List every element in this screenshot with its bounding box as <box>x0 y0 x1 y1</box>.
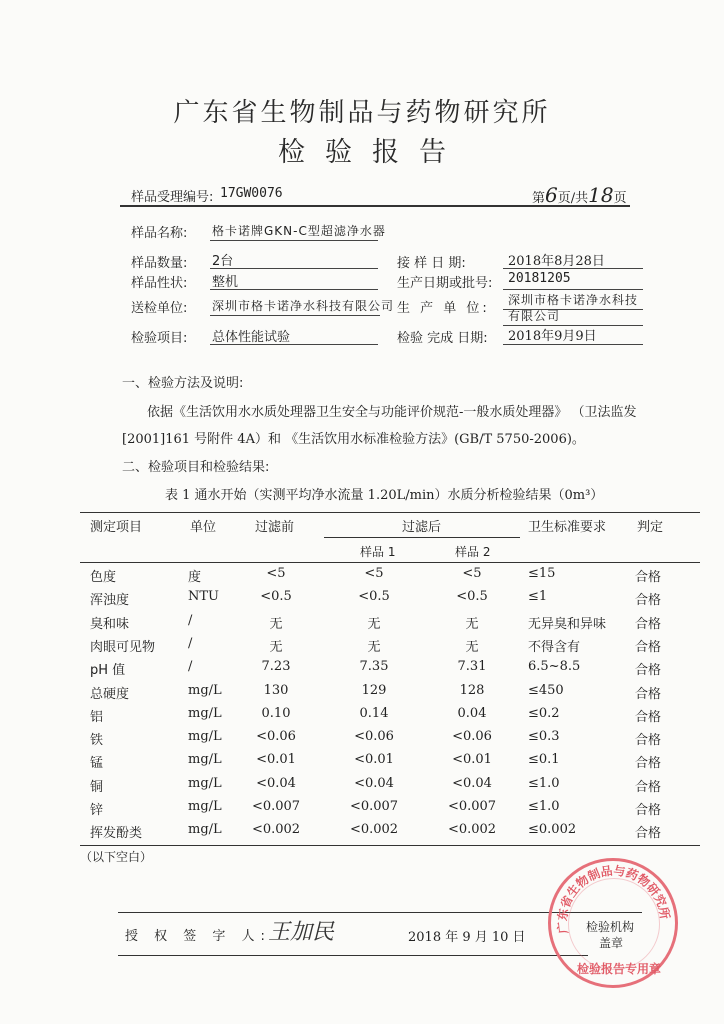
cell-before: <0.01 <box>256 752 296 768</box>
table-header-rule <box>80 562 700 563</box>
sender: 深圳市格卡诺净水科技有限公司 <box>212 299 395 313</box>
test-item: 总体性能试验 <box>212 330 291 345</box>
seal-label-line2: 盖章 <box>599 936 624 950</box>
cell-result: 合格 <box>634 593 661 609</box>
done-date: 2018年9月9日 <box>508 329 597 344</box>
signer-label: 授 权 签 字 人: <box>125 929 271 944</box>
sample-qty-label: 样品数量: <box>131 256 188 271</box>
cell-unit: mg/L <box>188 799 222 814</box>
cell-std: ≤1 <box>528 589 548 605</box>
sample-nature-label: 样品性状: <box>131 276 188 291</box>
cell-s1: 129 <box>361 682 387 698</box>
seal-label-line1: 检验机构 <box>586 920 635 934</box>
cell-std: ≤0.3 <box>528 729 560 745</box>
cell-std: ≤1.0 <box>528 799 560 814</box>
cell-item: 挥发酚类 <box>90 826 143 842</box>
done-date-label: 检验 完成 日期: <box>397 331 488 346</box>
maker-line1: 深圳市格卡诺净水科技 <box>508 293 639 307</box>
cell-before: <0.06 <box>256 729 296 745</box>
sample-nature: 整机 <box>212 275 239 290</box>
col-header-unit: 单位 <box>190 520 217 535</box>
cell-s2: 128 <box>459 682 485 698</box>
accept-no-label: 样品受理编号: <box>131 190 214 205</box>
footer-bottom-rule <box>118 955 588 956</box>
cell-result: 合格 <box>634 803 661 818</box>
test-item-label: 检验项目: <box>131 331 188 346</box>
method-text-line2: [2001]161 号附件 4A）和 《生活饮用水标准检验方法》(GB/T 5750-2006)。 <box>122 432 585 447</box>
cell-unit: / <box>188 612 193 628</box>
table-caption: 表 1 通水开始（实测平均净水流量 1.20L/min）水质分析检验结果（0m³） <box>165 488 604 503</box>
cell-result: 合格 <box>634 709 661 725</box>
col-header-sample1: 样品 1 <box>360 545 396 559</box>
cell-std: ≤0.2 <box>528 705 560 721</box>
seal-bottom-text: 检验报告专用章 <box>577 962 662 976</box>
batch-label: 生产日期或批号: <box>397 276 493 291</box>
cell-unit: mg/L <box>188 729 222 745</box>
cell-std: ≤1.0 <box>528 775 560 791</box>
table-bottom-rule <box>80 845 700 846</box>
cell-s1: 7.35 <box>359 659 389 675</box>
col-header-standard: 卫生标准要求 <box>528 520 607 535</box>
cell-unit: mg/L <box>188 752 222 768</box>
col-header-verdict: 判定 <box>637 520 664 535</box>
header-rule <box>120 205 630 207</box>
maker-line2: 有限公司 <box>508 309 561 323</box>
cell-s2: 7.31 <box>457 659 487 675</box>
cell-s2: <0.007 <box>447 799 497 814</box>
underline <box>210 344 378 345</box>
cell-result: 合格 <box>634 570 661 585</box>
cell-s2: 0.04 <box>457 705 487 721</box>
cell-before: <0.04 <box>256 775 296 791</box>
cell-before: <0.007 <box>251 799 301 814</box>
cell-unit: NTU <box>188 589 220 605</box>
cell-item: 锌 <box>90 803 104 818</box>
page-indicator: 第6页/共18页 <box>532 183 627 207</box>
cell-item: 浑浊度 <box>90 593 130 609</box>
cell-std: 不得含有 <box>528 639 581 655</box>
section-1-heading: 一、检验方法及说明: <box>122 376 244 391</box>
cell-result: 合格 <box>634 756 661 772</box>
report-title: 检验报告 <box>278 137 466 168</box>
col-header-sample2: 样品 2 <box>455 545 491 559</box>
table-top-rule <box>80 512 700 513</box>
cell-item: 铝 <box>90 709 104 725</box>
cell-item: 肉眼可见物 <box>90 639 156 655</box>
cell-before: <0.002 <box>251 822 301 838</box>
cell-before: <0.5 <box>260 589 292 605</box>
cell-before: 无 <box>269 639 283 655</box>
cell-unit: mg/L <box>188 705 222 721</box>
maker-label: 生 产 单 位: <box>397 301 490 316</box>
cell-before: 无 <box>269 616 283 632</box>
cell-before: <5 <box>266 566 286 581</box>
cell-unit: 度 <box>188 570 202 585</box>
method-text-line1: 依据《生活饮用水水质处理器卫生安全与功能评价规范-一般水质处理器》 （卫法监发 <box>147 405 637 420</box>
recv-date-label: 接 样 日 期: <box>397 256 466 271</box>
cell-s2: 无 <box>465 639 479 655</box>
cell-s1: 无 <box>367 616 381 632</box>
cell-unit: / <box>188 659 193 675</box>
cell-unit: mg/L <box>188 822 222 838</box>
cell-item: 色度 <box>90 570 117 585</box>
cell-s1: <5 <box>364 566 384 581</box>
cell-result: 合格 <box>634 826 661 842</box>
cell-unit: mg/L <box>188 775 222 791</box>
cell-s1: <0.007 <box>349 799 399 814</box>
cell-std: 6.5~8.5 <box>528 659 581 675</box>
cell-s1: <0.04 <box>354 775 394 791</box>
sample-name: 格卡诺牌GKN-C型超滤净水器 <box>212 224 386 238</box>
blank-note: （以下空白） <box>80 850 153 864</box>
cell-unit: / <box>188 635 193 651</box>
sample-name-label: 样品名称: <box>131 226 188 241</box>
cell-result: 合格 <box>634 616 661 632</box>
sender-label: 送检单位: <box>131 301 188 316</box>
underline <box>503 289 643 290</box>
signature: 王加民 <box>268 920 335 945</box>
cell-s1: <0.5 <box>358 589 390 605</box>
underline <box>210 315 380 316</box>
underline <box>210 268 378 269</box>
col-header-after: 过滤后 <box>402 520 442 535</box>
cell-item: 锰 <box>90 756 104 772</box>
cell-std: ≤450 <box>528 682 564 698</box>
cell-item: pH 值 <box>90 663 126 679</box>
cell-result: 合格 <box>634 639 661 655</box>
cell-s1: <0.01 <box>354 752 394 768</box>
cell-unit: mg/L <box>188 682 222 698</box>
cell-before: 7.23 <box>261 659 291 675</box>
col-header-before: 过滤前 <box>255 520 295 535</box>
sample-qty: 2台 <box>212 254 234 269</box>
cell-s2: <0.002 <box>447 822 497 838</box>
underline <box>210 240 378 241</box>
cell-s1: 无 <box>367 639 381 655</box>
cell-s2: <0.06 <box>452 729 492 745</box>
cell-result: 合格 <box>634 663 661 679</box>
svg-text:广东省生物制品与药物研究所: 广东省生物制品与药物研究所 <box>555 863 672 935</box>
cell-std: ≤0.002 <box>528 822 577 838</box>
cell-item: 臭和味 <box>90 616 130 632</box>
cell-s2: 无 <box>465 616 479 632</box>
cell-s1: <0.002 <box>349 822 399 838</box>
underline <box>210 289 378 290</box>
col-header-item: 测定项目 <box>90 520 143 535</box>
accept-no: 17GW0076 <box>220 186 283 201</box>
cell-std: ≤15 <box>528 566 556 581</box>
cell-result: 合格 <box>634 733 661 749</box>
underline <box>503 344 643 345</box>
cell-s2: <5 <box>462 566 482 581</box>
table-sub-rule <box>324 537 520 538</box>
section-2-heading: 二、检验项目和检验结果: <box>122 460 270 475</box>
cell-result: 合格 <box>634 686 661 702</box>
cell-s1: <0.06 <box>354 729 394 745</box>
underline <box>503 268 643 269</box>
institute-title: 广东省生物制品与药物研究所 <box>173 98 551 128</box>
cell-item: 总硬度 <box>90 686 130 702</box>
cell-s2: <0.01 <box>452 752 492 768</box>
cell-result: 合格 <box>634 779 661 795</box>
sign-date: 2018 年 9 月 10 日 <box>408 930 526 945</box>
cell-item: 铁 <box>90 733 104 749</box>
cell-item: 铜 <box>90 779 104 795</box>
cell-before: 0.10 <box>261 705 291 721</box>
recv-date: 2018年8月28日 <box>508 254 605 269</box>
cell-std: ≤0.1 <box>528 752 560 768</box>
batch-no: 20181205 <box>508 271 571 286</box>
cell-std: 无异臭和异味 <box>528 616 607 632</box>
cell-s1: 0.14 <box>359 705 389 721</box>
cell-s2: <0.5 <box>456 589 488 605</box>
cell-before: 130 <box>263 682 289 698</box>
cell-s2: <0.04 <box>452 775 492 791</box>
